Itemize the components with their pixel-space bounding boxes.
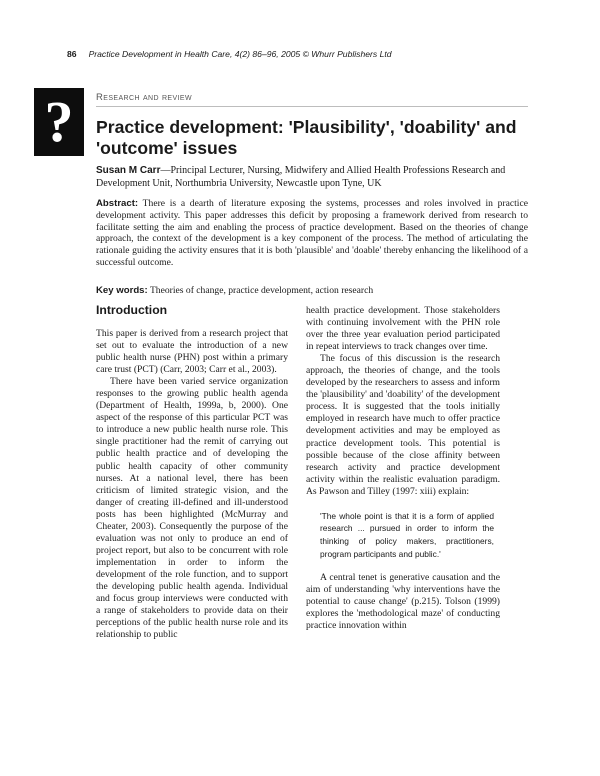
section-label: Research and review (96, 92, 192, 103)
abstract-text: There is a dearth of literature exposing the systems, processes and roles involved in practice development activity. This paper addresses this deficit by proposing a framework derived from research to facilitate setting the aim and enabling the process of practice development. Based on the theories of change approach, the context of the development is a key component of the process. The method of articulating the rationale guiding the activity ensures that it is both 'plausible' and 'doable' thereby enhancing the likelihood of a successful outcome. (96, 198, 528, 268)
author-block (96, 165, 528, 190)
author-name: Susan M Carr (96, 165, 161, 176)
question-mark-logo (34, 88, 84, 156)
right-paragraph-3: A central tenet is generative causation and the aim of understanding 'why interventions have the potential to cause change' (p.215). Tolson (1999) explores the 'methodological maze' of conducting practice innovation within (306, 572, 500, 632)
block-quote: 'The whole point is that it is a form of applied research ... pursued in order to inform the thinking of policy makers, practitioners, program participants and public.' (320, 510, 494, 559)
keywords-text: Theories of change, practice development, action research (147, 285, 374, 296)
introduction-heading: Introduction (96, 303, 168, 317)
abstract-label: Abstract: (96, 198, 139, 209)
article-title: Practice development: 'Plausibility', 'doability' and 'outcome' issues (96, 117, 517, 158)
page-number: 86 (67, 49, 77, 59)
keywords-label: Key words: (96, 285, 148, 296)
question-mark-glyph: ? (44, 89, 74, 154)
running-head (67, 49, 392, 59)
right-paragraph-2: The focus of this discussion is the research approach, the theories of change, and the tools developed by the researchers to assess and inform the 'plausibility' and 'doability' of the development process. It is suggested that the tools initially employed in research have much to offer practice development activities and may be employed as practice development tools. This potential is possible because of the close affinity between research activity and practice development activity within the realistic evaluation paradigm. As Pawson and Tilley (1997: xiii) explain: (306, 353, 500, 497)
author-affiliation: —Principal Lecturer, Nursing, Midwifery and Allied Health Professions Research and Development Unit, Northumbria University, Newcastle upon Tyne, UK (96, 165, 506, 189)
section-divider (96, 106, 528, 107)
intro-paragraph-2: There have been varied service organization responses to the growing public health agenda (Department of Health, 1999a, b, 2000). One aspect of the response of this particular PCT was to introduce a new public health nurse role. This single practitioner had the remit of carrying out public health practice and of developing the public health capacity of other community nurses. At a national level, there has been criticism of limited strategic vision, and the danger of creating ill-defined and ill-understood posts has been highlighted (McMurray and Cheater, 2003). Consequently the purpose of the evaluation was not only to produce an end of project report, but also to be concurrent with role implementation in order to inform the development of the role function, and to support the developing public health agenda. Individual and focus group interviews were conducted with a range of stakeholders to provide data on their perceptions of the public health nurse role and its relationship to public (96, 376, 288, 641)
keywords (96, 285, 528, 297)
right-paragraph-1: health practice development. Those stakeholders with continuing involvement with the PHN role over the three year evaluation period participated in repeat interviews to track changes over time. (306, 305, 500, 353)
abstract (96, 198, 528, 269)
journal-citation: Practice Development in Health Care, 4(2) 86–96, 2005 © Whurr Publishers Ltd (88, 49, 392, 59)
left-column (96, 303, 288, 641)
right-column (306, 305, 500, 632)
intro-paragraph-1: This paper is derived from a research project that set out to evaluate the introduction of a new public health nurse (PHN) post within a primary care trust (PCT) (Carr, 2003; Carr et al., 2003). (96, 328, 288, 376)
